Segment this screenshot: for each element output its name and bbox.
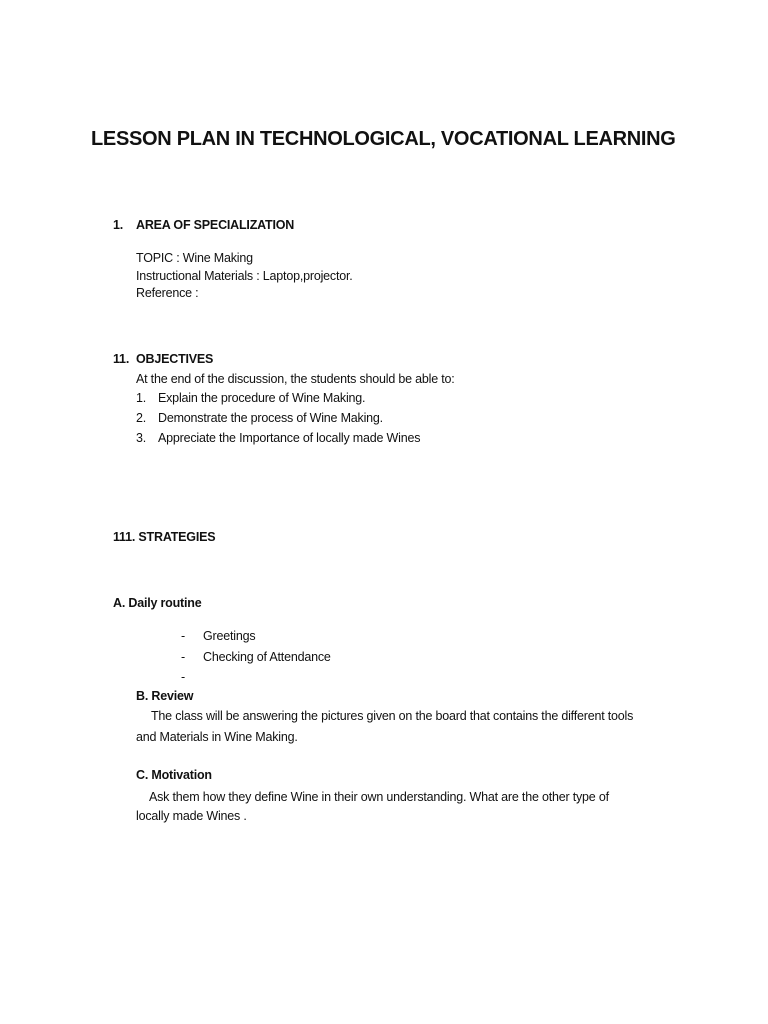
objective-text: Demonstrate the process of Wine Making. (158, 411, 383, 425)
routine-dash: - (181, 670, 185, 684)
section-2-heading: OBJECTIVES (136, 352, 214, 366)
objectives-intro: At the end of the discussion, the students should be able to: (136, 372, 455, 386)
routine-item: Greetings (203, 629, 256, 643)
motivation-line: Ask them how they define Wine in their own understanding. What are the other type of (149, 790, 609, 804)
topic-line: TOPIC : Wine Making (136, 251, 253, 265)
daily-routine-heading: A. Daily routine (113, 596, 202, 610)
review-line: and Materials in Wine Making. (136, 730, 298, 744)
review-heading: B. Review (136, 689, 194, 703)
reference-line: Reference : (136, 286, 199, 300)
review-line: The class will be answering the pictures given on the board that contains the different tools (151, 709, 634, 723)
section-1-number: 1. (113, 218, 124, 232)
section-3-heading: 111. STRATEGIES (113, 530, 216, 544)
objective-number: 3. (136, 431, 147, 445)
motivation-line: locally made Wines . (136, 809, 247, 823)
objective-number: 1. (136, 391, 147, 405)
routine-dash: - (181, 629, 185, 643)
objective-number: 2. (136, 411, 147, 425)
document-title: LESSON PLAN IN TECHNOLOGICAL, VOCATIONAL LEARNING (91, 128, 676, 150)
motivation-heading: C. Motivation (136, 768, 212, 782)
section-2-number: 11. (113, 352, 130, 366)
routine-dash: - (181, 650, 185, 664)
section-1-heading: AREA OF SPECIALIZATION (136, 218, 295, 232)
objective-text: Appreciate the Importance of locally made Wines (158, 431, 421, 445)
materials-line: Instructional Materials : Laptop,projector. (136, 269, 353, 283)
routine-item: Checking of Attendance (203, 650, 331, 664)
objective-text: Explain the procedure of Wine Making. (158, 391, 366, 405)
